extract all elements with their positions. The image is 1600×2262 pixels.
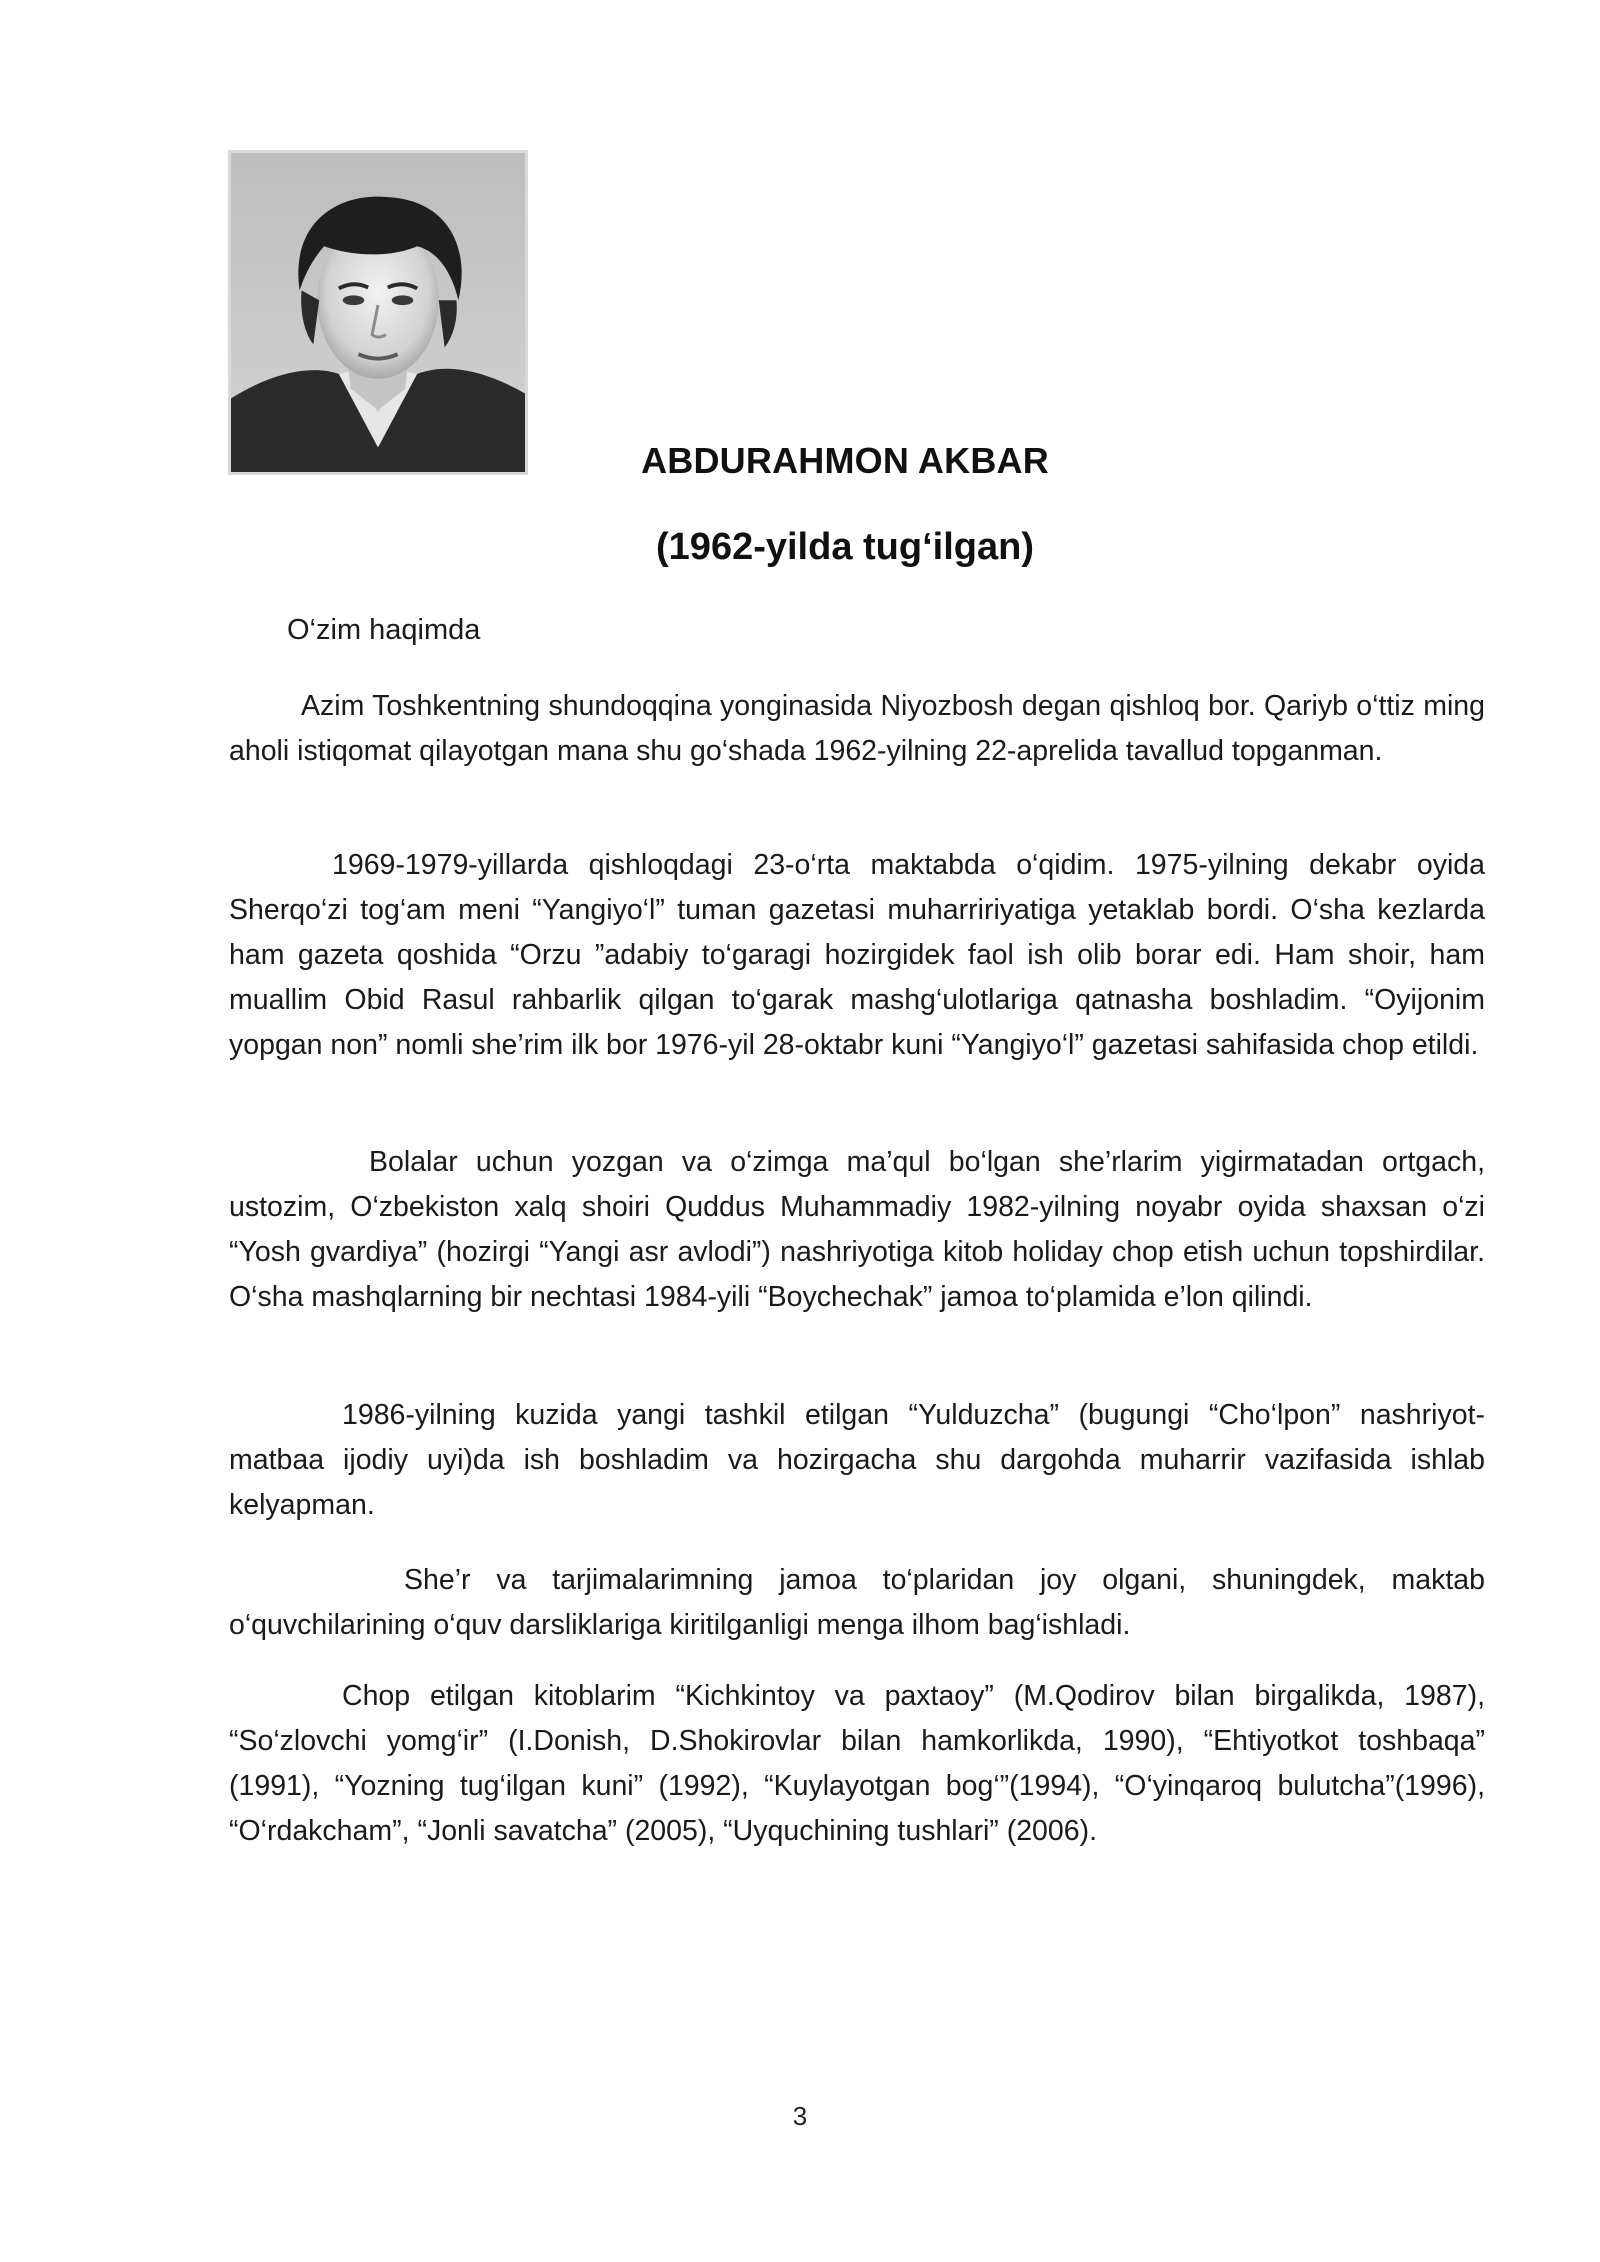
bio-paragraph-5: She’r va tarjimalarimning jamoa to‘plaridan joy olgani, shuningdek, maktab o‘quvchilarining o‘quv darsliklariga kiritilganligi menga ilhom bag‘ishladi. (229, 1564, 1485, 1641)
bio-paragraph-3: Bolalar uchun yozgan va o‘zimga ma’qul bo‘lgan she’rlarim yigirmatadan ortgach, ustozim, O‘zbekiston xalq shoiri Quddus Muhammadiy 1982-yilning noyabr oyida shaxsan o‘zi “Yosh gvardiya” (hozirgi “Yangi asr avlodi”) nashriyotiga kitob holiday chop etish uchun topshirdilar. O‘sha mashqlarning bir nechtasi 1984-yili “Boychechak” jamoa to‘plamida e’lon qilindi. (229, 1146, 1485, 1313)
author-portrait-photo (228, 150, 528, 475)
portrait-image (231, 153, 525, 472)
author-birth-year-heading: (1962-yilda tug‘ilgan) (656, 526, 1034, 568)
bio-paragraph-1: Azim Toshkentning shundoqqina yonginasida Niyozbosh degan qishloq bor. Qariyb o‘ttiz ming aholi istiqomat qilayotgan mana shu go‘shada 1962-yilning 22-aprelida tavallud topganman. (229, 690, 1485, 767)
page-number: 3 (792, 2101, 808, 2131)
section-label: O‘zim haqimda (287, 614, 481, 646)
bio-paragraph-6: Chop etilgan kitoblarim “Kichkintoy va paxtaoy” (M.Qodirov bilan birgalikda, 1987), “So‘zlovchi yomg‘ir” (I.Donish, D.Shokirovlar bilan hamkorlikda, 1990), “Ehtiyotkot toshbaqa” (1991), “Yozning tug‘ilgan kuni” (1992), “Kuylayotgan bog‘”(1994), “O‘yinqaroq bulutcha”(1996), “O‘rdakcham”, “Jonli savatcha” (2005), “Uyquchining tushlari” (2006). (229, 1680, 1485, 1847)
bio-paragraph-2: 1969-1979-yillarda qishloqdagi 23-o‘rta maktabda o‘qidim. 1975-yilning dekabr oyida Sherqo‘zi tog‘am meni “Yangiyo‘l” tuman gazetasi muharririyatiga yetaklab bordi. O‘sha kezlarda ham gazeta qoshida “Orzu ”adabiy to‘garagi hozirgidek faol ish olib borar edi. Ham shoir, ham muallim Obid Rasul rahbarlik qilgan to‘garak mashg‘ulotlariga qatnasha boshladim. “Oyijonim yopgan non” nomli she’rim ilk bor 1976-yil 28-oktabr kuni “Yangiyo‘l” gazetasi sahifasida chop etildi. (229, 849, 1485, 1061)
author-name-heading: ABDURAHMON AKBAR (641, 440, 1049, 481)
bio-paragraph-4: 1986-yilning kuzida yangi tashkil etilgan “Yulduzcha” (bugungi “Cho‘lpon” nashriyot-matbaa ijodiy uyi)da ish boshladim va hozirgacha shu dargohda muharrir vazifasida ishlab kelyapman. (229, 1399, 1485, 1521)
